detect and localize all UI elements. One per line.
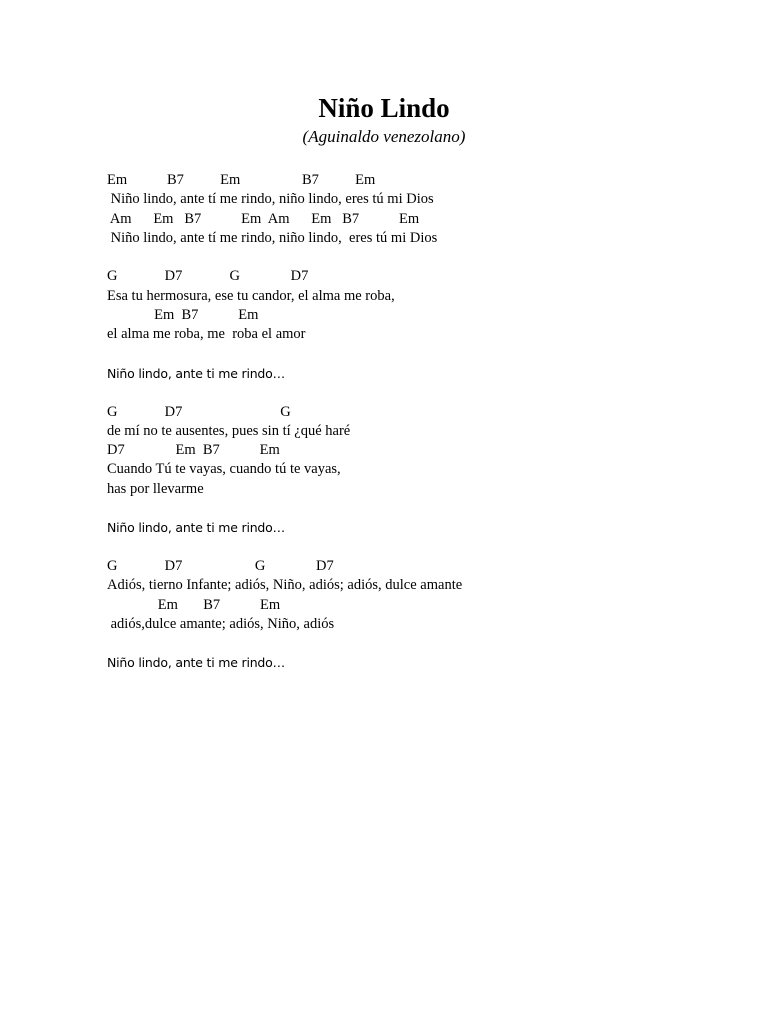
chord-line: Em B7 Em B7 Em [107, 172, 376, 188]
lyric-line: Adiós, tierno Infante; adiós, Niño, adiós; adiós, dulce amante [107, 577, 463, 594]
blank-line [107, 383, 707, 402]
blank-line [107, 499, 707, 518]
chord-line: Am Em B7 Em Am Em B7 Em [107, 210, 420, 227]
song-body [107, 171, 707, 673]
chord-line: G D7 G D7 [107, 557, 334, 574]
song-title: Niño Lindo [318, 93, 450, 123]
lyric-line: adiós,dulce amante; adiós, Niño, adiós [107, 615, 335, 632]
lyric-line: Cuando Tú te vayas, cuando tú te vayas, [107, 461, 341, 478]
lyric-line: Niño lindo, ante tí me rindo, niño lindo, eres tú mi Dios [107, 191, 434, 208]
chord-line: Em B7 Em [107, 596, 281, 613]
chord-line: D7 Em B7 Em [107, 442, 280, 459]
chord-line: G D7 G [107, 403, 291, 420]
refrain-line: Niño lindo, ante ti me rindo… [107, 365, 285, 381]
lyric-line: de mí no te ausentes, pues sin tí ¿qué haré [107, 422, 351, 439]
chord-line: Em B7 Em [107, 307, 259, 324]
lyric-line: Esa tu hermosura, ese tu candor, el alma me roba, [107, 287, 395, 304]
song-subtitle: (Aguinaldo venezolano) [302, 127, 466, 146]
lyric-line: Niño lindo, ante tí me rindo, niño lindo, eres tú mi Dios [107, 229, 438, 246]
refrain-line: Niño lindo, ante ti me rindo… [107, 655, 285, 671]
chord-line: G D7 G D7 [107, 268, 309, 285]
blank-line [107, 248, 707, 267]
lyric-line: has por llevarme [107, 480, 204, 497]
blank-line [107, 538, 707, 557]
refrain-line: Niño lindo, ante ti me rindo… [107, 520, 285, 536]
lyric-line: el alma me roba, me roba el amor [107, 326, 306, 343]
blank-line [107, 345, 707, 364]
blank-line [107, 634, 707, 653]
